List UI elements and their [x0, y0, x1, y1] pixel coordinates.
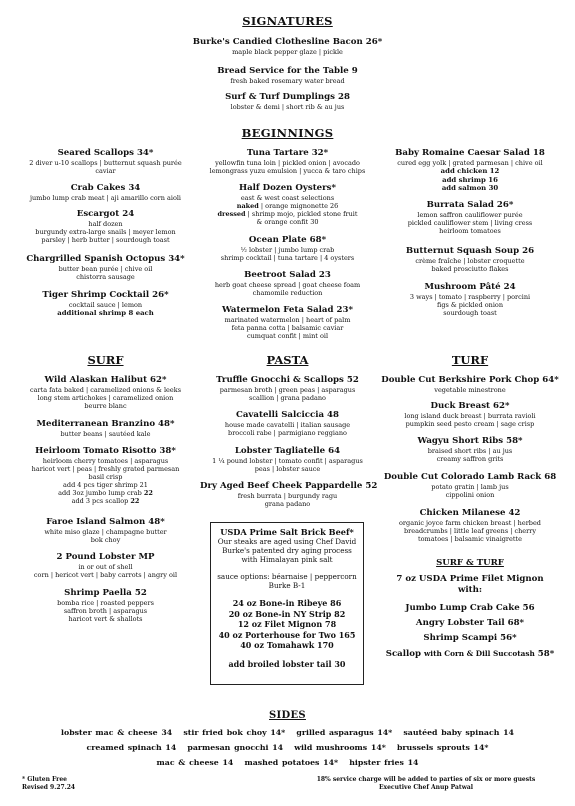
- item-desc: potato gratin | lamb jus: [431, 483, 509, 491]
- item-name: Tiger Shrimp Cocktail 26*: [42, 290, 169, 300]
- item-desc: & orange confit 30: [256, 218, 319, 227]
- item-desc: sourdough toast: [443, 309, 497, 318]
- menu-item: [375, 436, 565, 463]
- item-addon: add salmon 30: [441, 183, 499, 192]
- addon-price: 22: [130, 497, 140, 506]
- addon-price: 22: [143, 489, 153, 498]
- item-desc: carta fata baked | caramelized onions & leeks: [29, 386, 182, 394]
- item-desc: organic joyce farm chicken breast | herbed: [399, 519, 541, 527]
- item-desc: 1 ¼ pound lobster | tomato confit | asparagus: [212, 457, 363, 465]
- item-desc: marinated watermelon | heart of palm: [224, 316, 351, 324]
- item-desc: in or out of shell: [78, 563, 133, 571]
- item-name: Mediterranean Branzino 48*: [36, 419, 175, 429]
- item-desc: parsley | herb butter | sourdough toast: [41, 236, 170, 245]
- item-desc: lemongrass yuzu emulsion | yucca & taro chips: [209, 167, 366, 176]
- item-desc: shrimp cocktail | tuna tartare | 4 oysters: [220, 254, 355, 263]
- item-name: Ocean Plate 68*: [248, 235, 327, 245]
- item-desc: corn | hericot vert | baby carrots | angry oil: [33, 571, 178, 580]
- side-item: brussels sprouts 14*: [396, 743, 489, 752]
- item-name: Cavatelli Salciccia 48: [236, 410, 339, 420]
- item-desc: parmesan broth | green peas | asparagus: [219, 386, 356, 394]
- menu-item: [200, 375, 375, 402]
- item-name: Butternut Squash Soup 26: [405, 246, 535, 256]
- sides-heading: SIDES: [269, 710, 306, 721]
- item-desc: lemon saffron cauliflower purée: [417, 211, 523, 219]
- item-desc: cumquat confit | mint oil: [246, 332, 329, 341]
- item-desc: white miso glaze | champagne butter: [44, 528, 167, 536]
- item-desc: chamomile reduction: [252, 289, 323, 298]
- steak-box-desc: Our steaks are aged using Chef David: [217, 537, 357, 546]
- menu-item: [375, 375, 565, 394]
- item-name: Burrata Salad 26*: [426, 200, 514, 210]
- item-addon: add shrimp 16: [442, 175, 498, 184]
- addon-text: add 3oz jumbo lump crab: [58, 489, 144, 498]
- item-desc: chistorra sausage: [76, 273, 135, 282]
- item-desc: burgundy extra-large snails | meyer lemon: [35, 228, 176, 237]
- steak-box-title: USDA Prime Salt Brick Beef*: [220, 527, 354, 537]
- item-desc-text: | shrimp mojo, pickled stone fruit: [245, 210, 358, 219]
- item-desc: 2 diver u-10 scallops | butternut squash purée: [29, 159, 182, 167]
- item-desc: feta panna cotta | balsamic caviar: [231, 324, 344, 333]
- steak-addon: add broiled lobster tail 30: [228, 658, 346, 669]
- side-item: parmesan gnocchi 14: [187, 743, 284, 752]
- steak-box-desc: with Himalayan pink salt: [241, 555, 333, 564]
- steak-cut: 24 oz Bone-in Ribeye 86: [232, 598, 342, 608]
- item-desc: maple black pepper glaze | pickle: [232, 48, 343, 56]
- menu-item: [18, 446, 193, 506]
- footer-right: [290, 776, 562, 791]
- item-name: Baby Romaine Caesar Salad 18: [395, 148, 545, 158]
- sides-row: [0, 743, 575, 752]
- item-name: Beetroot Salad 23: [244, 270, 331, 280]
- menu-item: [18, 209, 193, 244]
- chef-name: Executive Chef Anup Patwal: [378, 783, 474, 791]
- menu-item: [18, 254, 193, 281]
- item-desc: butter beans | sautéed kale: [60, 430, 151, 438]
- item-desc: vegetable minestrone: [434, 386, 506, 394]
- side-item: grilled asparagus 14*: [296, 728, 393, 737]
- item-name: Shrimp Paella 52: [64, 588, 147, 598]
- surf-turf-option: [375, 646, 565, 662]
- signature-item: [0, 92, 575, 111]
- item-desc-bold: naked: [236, 202, 259, 211]
- item-desc: add 4 pcs tiger shrimp 21: [63, 481, 148, 490]
- item-desc: baked prosciutto flakes: [431, 265, 509, 274]
- item-name: Surf & Turf Dumplings 28: [225, 92, 350, 102]
- item-name: Mushroom Pâté 24: [424, 282, 516, 292]
- steak-box: [210, 522, 364, 685]
- surf-heading: SURF: [87, 353, 124, 367]
- menu-item: [375, 508, 565, 543]
- menu-item: [375, 148, 565, 192]
- menu-item: [200, 446, 375, 473]
- item-desc: butter bean purée | chive oil: [58, 265, 153, 273]
- item-desc: herb goat cheese spread | goat cheese foam: [214, 281, 361, 289]
- service-charge-note: 18% service charge will be added to parties of six or more guests: [316, 776, 536, 783]
- item-desc: jumbo lump crab meat | aji amarillo corn aioli: [29, 194, 182, 202]
- item-name: Burke's Candied Clothesline Bacon 26*: [192, 37, 383, 47]
- item-desc: pumpkin seed pesto cream | sage crisp: [405, 420, 535, 429]
- item-desc: house made cavatelli | italian sausage: [224, 421, 351, 429]
- item-desc: grana padano: [264, 500, 311, 509]
- item-name: Dry Aged Beef Cheek Pappardelle 52: [200, 481, 378, 491]
- menu-item: [375, 282, 565, 317]
- menu-item: [375, 401, 565, 428]
- item-desc: [200, 210, 375, 218]
- side-item: hipster fries 14: [349, 758, 419, 767]
- item-desc: heirloom cherry tomatoes | asparagus: [42, 457, 169, 465]
- gluten-free-note: * Gluten Free: [22, 776, 67, 783]
- item-desc: lobster & demi | short rib & au jus: [230, 103, 345, 111]
- item-name: Truffle Gnocchi & Scallops 52: [216, 375, 359, 385]
- item-name: Tuna Tartare 32*: [246, 148, 329, 158]
- item-name: Escargot 24: [76, 209, 135, 219]
- steak-cut: 40 oz Porterhouse for Two 165: [218, 629, 356, 640]
- item-desc: scallion | grana padano: [249, 394, 326, 403]
- menu-item: [18, 588, 193, 623]
- item-desc: crème fraîche | lobster croquette: [415, 257, 525, 265]
- item-name: Wild Alaskan Halibut 62*: [44, 375, 167, 385]
- side-item: wild mushrooms 14*: [294, 743, 386, 752]
- menu-item: [18, 375, 193, 410]
- menu-item: [200, 270, 375, 297]
- item-desc: bomba rice | roasted peppers: [57, 599, 154, 607]
- menu-item: [18, 183, 193, 202]
- item-addon: add chicken 12: [440, 167, 500, 176]
- item-name: Lobster Tagliatelle 64: [234, 446, 341, 456]
- item-name: Double Cut Colorado Lamb Rack 68: [383, 472, 557, 482]
- side-item: sautéed baby spinach 14: [403, 728, 514, 737]
- menu-item: [18, 517, 193, 544]
- item-desc: ½ lobster | jumbo lump crab: [240, 246, 335, 254]
- turf-heading: TURF: [451, 353, 489, 367]
- item-desc-bold: dressed: [217, 210, 246, 219]
- item-desc: fresh burrata | burgundy ragu: [237, 492, 338, 500]
- beginnings-heading: BEGINNINGS: [241, 126, 334, 140]
- menu-item: [18, 148, 193, 175]
- option-detail: with Corn & Dill Succotash: [424, 649, 535, 658]
- menu-item: [200, 410, 375, 437]
- steak-cut: 20 oz Bone-in NY Strip 82: [228, 608, 346, 619]
- side-item: stir fried bok choy 14*: [183, 728, 286, 737]
- surf-turf-line: with:: [457, 585, 483, 595]
- item-desc: peas | lobster sauce: [254, 465, 321, 474]
- steak-cut: 40 oz Tomahawk 170: [240, 640, 334, 650]
- menu-item: [200, 481, 378, 509]
- addon-text: add 3 pcs scallop: [71, 497, 131, 506]
- item-desc: creamy saffron grits: [436, 455, 504, 464]
- revised-date: Revised 9.27.24: [22, 783, 76, 791]
- sides-row: [0, 758, 575, 767]
- item-desc: east & west coast selections: [240, 194, 335, 202]
- item-name: Watermelon Feta Salad 23*: [222, 305, 353, 315]
- surf-turf-section: [375, 558, 565, 662]
- item-desc: long stem artichokes | caramelized onion: [37, 394, 174, 403]
- menu-item: [375, 200, 565, 235]
- item-desc: haricot vert & shallots: [68, 615, 143, 624]
- item-desc: cured egg yolk | grated parmesan | chive oil: [397, 159, 543, 167]
- item-name: Chicken Milanese 42: [419, 508, 521, 518]
- menu-item: [18, 552, 193, 579]
- side-item: lobster mac & cheese 34: [61, 728, 173, 737]
- item-name: Double Cut Berkshire Pork Chop 64*: [381, 375, 559, 385]
- item-name: Bread Service for the Table 9: [217, 66, 358, 76]
- footer-left: [22, 776, 75, 791]
- steak-box-desc: Burke's patented dry aging process: [222, 546, 352, 555]
- signature-item: [0, 37, 575, 56]
- menu-item: [375, 246, 565, 273]
- sauce-options: sauce options: béarnaise | peppercorn: [217, 572, 357, 581]
- item-desc: caviar: [95, 167, 116, 176]
- item-desc: [18, 489, 193, 497]
- option-name: Scallop: [385, 649, 425, 659]
- steak-cut: 12 oz Filet Mignon 78: [237, 619, 337, 629]
- item-desc: [200, 202, 375, 210]
- menu-item: [200, 235, 375, 262]
- signature-item: [0, 66, 575, 85]
- item-desc: haricot vert | peas | freshly grated parmesan: [31, 465, 180, 474]
- pasta-heading: PASTA: [266, 353, 309, 367]
- item-desc: fresh baked rosemary water bread: [230, 77, 345, 85]
- item-name: Seared Scallops 34*: [57, 148, 154, 158]
- menu-item: [18, 419, 193, 438]
- item-desc: pickled cauliflower stem | living cress: [407, 219, 533, 228]
- item-desc: cocktail sauce | lemon: [68, 301, 143, 309]
- item-desc: yellowfin tuna loin | pickled onion | avocado: [215, 159, 360, 167]
- item-name: Chargrilled Spanish Octopus 34*: [26, 254, 185, 264]
- item-desc: long island duck breast | burrata ravioli: [404, 412, 536, 420]
- side-item: mac & cheese 14: [156, 758, 234, 767]
- surf-turf-option: Shrimp Scampi 56*: [423, 633, 517, 643]
- item-name: Crab Cakes 34: [70, 183, 141, 193]
- sides-row: [0, 728, 575, 737]
- menu-item: [200, 305, 375, 340]
- sauce-options: Burke B-1: [268, 581, 306, 590]
- signatures-heading: SIGNATURES: [242, 14, 333, 28]
- item-desc: [18, 497, 193, 505]
- item-desc: basil crisp: [88, 473, 123, 482]
- item-desc: tomatoes | balsamic vinaigrette: [418, 535, 522, 544]
- item-desc: cippolini onion: [445, 491, 495, 500]
- item-desc: broccoli rabe | parmigiano reggiano: [228, 429, 347, 438]
- surf-turf-option: Jumbo Lump Crab Cake 56: [405, 603, 535, 613]
- menu-item: [18, 290, 193, 318]
- menu-item: [200, 183, 375, 226]
- item-name: 2 Pound Lobster MP: [56, 552, 155, 562]
- item-desc: braised short ribs | au jus: [427, 447, 513, 455]
- side-item: mashed potatoes 14*: [244, 758, 339, 767]
- item-name: Duck Breast 62*: [430, 401, 510, 411]
- item-desc: breadcrumbs | little leaf greens | cherry: [403, 527, 537, 536]
- surf-turf-line: 7 oz USDA Prime Filet Mignon: [396, 574, 544, 584]
- item-desc: beurre blanc: [84, 402, 127, 411]
- option-price: 58*: [534, 649, 555, 659]
- surf-turf-option: Angry Lobster Tail 68*: [415, 618, 525, 628]
- item-name: Heirloom Tomato Risotto 38*: [35, 446, 176, 456]
- surf-turf-heading: SURF & TURF: [436, 558, 504, 568]
- item-name: Half Dozen Oysters*: [238, 183, 337, 193]
- item-desc: half dozen: [88, 220, 123, 228]
- menu-item: [375, 472, 565, 499]
- item-desc: 3 ways | tomato | raspberry | porcini: [409, 293, 531, 301]
- item-name: Faroe Island Salmon 48*: [46, 517, 165, 527]
- item-desc: bok choy: [90, 536, 121, 545]
- side-item: creamed spinach 14: [86, 743, 177, 752]
- item-name: Wagyu Short Ribs 58*: [417, 436, 523, 446]
- item-desc: saffron broth | asparagus: [63, 607, 148, 616]
- item-desc-text: | orange mignonette 26: [258, 202, 339, 211]
- menu-item: [200, 148, 375, 175]
- item-addon: additional shrimp 8 each: [57, 309, 154, 318]
- item-desc: heirloom tomatoes: [439, 227, 501, 236]
- item-desc: figs & pickled onion: [437, 301, 503, 310]
